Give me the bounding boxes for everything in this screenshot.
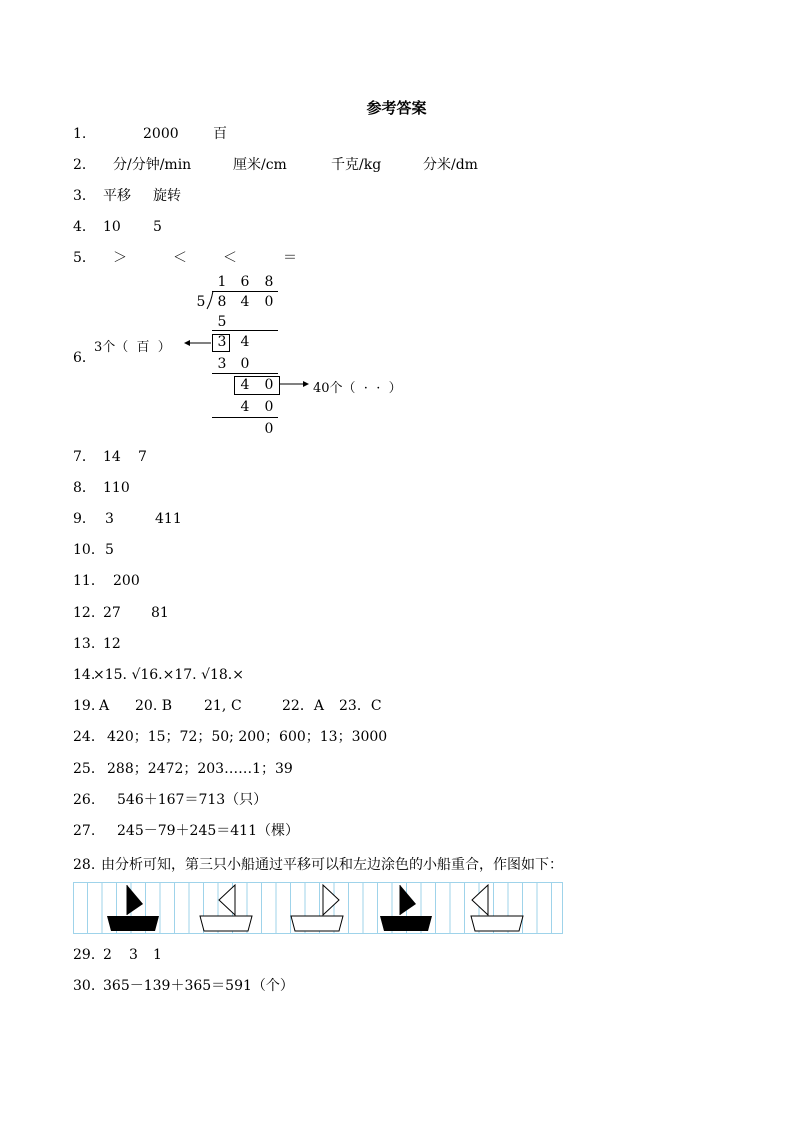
long-division <box>94 272 470 442</box>
step-digit: 0 <box>264 399 274 415</box>
boat-outline-3 <box>291 885 343 931</box>
division-line <box>212 330 278 331</box>
answer-value: 288；2472；203……1；39 <box>107 761 293 777</box>
answer-value: 546＋167＝713（只） <box>117 792 268 808</box>
answer-number: 11． <box>73 573 105 589</box>
answer-number: 28. <box>73 857 96 873</box>
answer-value: 10 <box>103 219 121 235</box>
step-digit: 4 <box>240 334 250 350</box>
answer-value: 5 <box>153 219 162 235</box>
answer-value: A <box>99 698 110 714</box>
answer-value: 21, <box>204 698 227 714</box>
answer-value: 厘米/cm <box>233 157 287 173</box>
answer-value: 分/分钟/min <box>113 157 192 173</box>
answer-number: 7． <box>73 449 96 465</box>
division-bar <box>212 291 278 292</box>
answer-value: ＞ <box>113 250 127 266</box>
answer-number: 25． <box>73 761 105 777</box>
left-note: 3个（ 百 ） <box>94 340 171 355</box>
answer-value: 平移 <box>103 188 131 204</box>
division-line <box>212 373 278 374</box>
answer-number: 30. <box>73 978 96 994</box>
answer-number: 13. <box>73 636 96 652</box>
quotient-digit: 8 <box>264 274 274 290</box>
answer-number: 14. <box>73 667 96 683</box>
answer-value: 3 <box>105 511 114 527</box>
step-digit: 3 <box>217 334 227 350</box>
remainder: 0 <box>264 421 274 437</box>
boat-grid-figure <box>73 882 563 934</box>
answer-number: 3． <box>73 188 96 204</box>
answer-value: 旋转 <box>153 188 181 204</box>
answer-value: 23．C <box>339 698 382 714</box>
answer-number: 1. <box>73 126 87 142</box>
answer-value: 110 <box>103 480 130 496</box>
answer-value: ＜ <box>223 250 237 266</box>
answer-number: 29． <box>73 947 105 963</box>
answer-value: 分米/dm <box>423 157 478 173</box>
quotient-digit: 1 <box>217 274 227 290</box>
answer-number: 6． <box>73 350 96 366</box>
step-digit: 4 <box>240 377 250 393</box>
dividend-digit: 0 <box>264 294 274 310</box>
answer-value: C <box>231 698 242 714</box>
answer-number: 26. <box>73 792 96 808</box>
answer-value: 245－79＋245＝411（棵） <box>117 823 299 839</box>
answer-number: 12. <box>73 605 96 621</box>
step-digit: 3 <box>217 356 227 372</box>
answer-value: 3 <box>129 947 138 963</box>
answer-value: 12 <box>103 636 121 652</box>
answer-number: 27. <box>73 823 96 839</box>
answer-value: ＝ <box>283 250 297 266</box>
boat-outline-2 <box>200 885 252 931</box>
answer-value: 14 <box>103 449 121 465</box>
right-note: 40个（ · · ） <box>313 381 402 396</box>
arrow-right-icon <box>280 379 310 389</box>
quotient-digit: 6 <box>240 274 250 290</box>
answer-value: 百 <box>213 126 227 142</box>
dividend-digit: 4 <box>240 294 250 310</box>
answer-value: 千克/kg <box>331 157 382 173</box>
answer-value: ×15. √16.×17. √18.× <box>93 667 244 683</box>
answer-value: 420；15；72；50; 200；600；13；3000 <box>107 729 388 745</box>
answer-number: 5． <box>73 250 96 266</box>
answer-value: 7 <box>138 449 147 465</box>
answer-value: ＜ <box>173 250 187 266</box>
arrow-left-icon <box>184 338 212 348</box>
answer-value: 22．A <box>282 698 324 714</box>
answer-value: 200 <box>113 573 140 589</box>
answer-value: 365－139＋365＝591（个） <box>103 978 294 994</box>
page-title: 参考答案 <box>366 99 427 117</box>
answer-value: 5 <box>105 542 114 558</box>
answer-value: 2000 <box>143 126 179 142</box>
answer-number: 8． <box>73 480 96 496</box>
step-digit: 4 <box>240 399 250 415</box>
answer-number: 2． <box>73 157 96 173</box>
answer-number: 10． <box>73 542 105 558</box>
answer-value: 27 <box>103 605 121 621</box>
answer-value: 由分析可知，第三只小船通过平移可以和左边涂色的小船重合，作图如下： <box>101 857 563 873</box>
answer-value: 81 <box>151 605 169 621</box>
answer-value: 411 <box>155 511 182 527</box>
step-digit: 0 <box>240 356 250 372</box>
answer-value: 1 <box>153 947 162 963</box>
answer-number: 4． <box>73 219 96 235</box>
division-line <box>212 417 278 418</box>
answer-number: 24． <box>73 729 105 745</box>
answer-value: 20. B <box>135 698 173 714</box>
step-digit: 0 <box>264 377 274 393</box>
answer-number: 9． <box>73 511 96 527</box>
step-digit: 5 <box>217 314 227 330</box>
answer-value: 2 <box>103 947 112 963</box>
dividend-digit: 8 <box>217 294 227 310</box>
answer-number: 19. <box>73 698 96 714</box>
divisor: 5 <box>196 294 206 310</box>
boat-shaded-1 <box>107 885 159 931</box>
